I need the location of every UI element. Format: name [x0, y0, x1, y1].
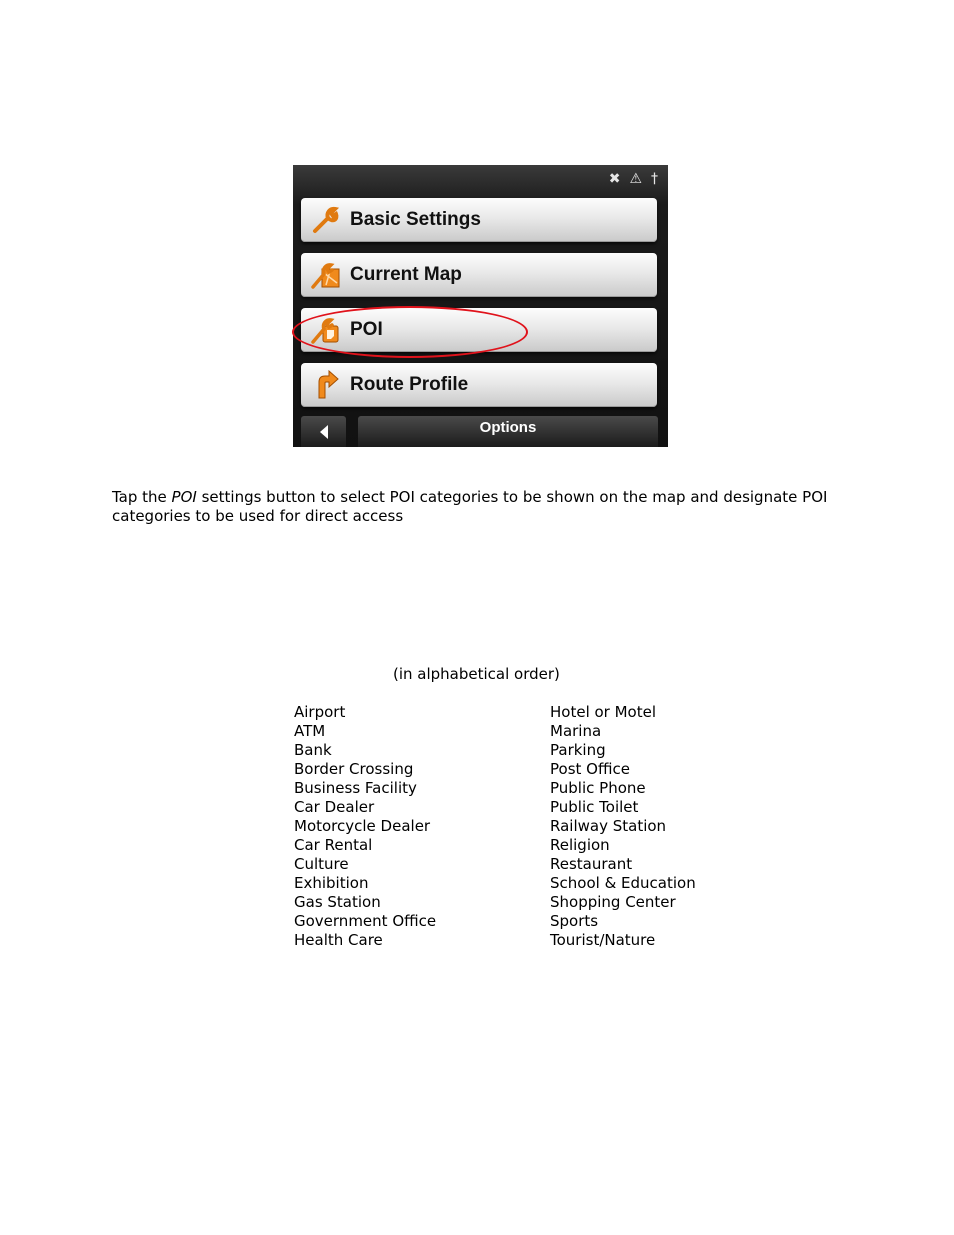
para-text: Tap the: [112, 488, 172, 506]
category-item: Bank: [294, 741, 332, 759]
basic-settings-button[interactable]: [301, 198, 657, 242]
menu-label: POI: [350, 319, 383, 340]
signal-icon: †: [651, 171, 658, 187]
category-item: Border Crossing: [294, 760, 414, 778]
back-button[interactable]: [301, 416, 346, 447]
poi-highlight-ellipse: [292, 306, 528, 358]
category-item: Marina: [550, 722, 602, 740]
category-item: Shopping Center: [550, 893, 676, 911]
menu-label: Current Map: [350, 264, 462, 285]
current-map-button[interactable]: [301, 253, 657, 297]
category-item: Car Dealer: [294, 798, 375, 816]
category-item: Religion: [550, 836, 610, 854]
category-item: Car Rental: [294, 836, 373, 854]
warning-icon: ⚠: [629, 171, 642, 187]
bottom-bar: [293, 413, 668, 447]
wrench-icon: [309, 204, 343, 236]
category-item: School & Education: [550, 874, 696, 892]
order-note: (in alphabetical order): [393, 665, 560, 683]
category-item: Post Office: [550, 760, 630, 778]
category-list-right: [550, 703, 696, 950]
satellite-icon: ✖: [608, 171, 621, 187]
category-item: Hotel or Motel: [550, 703, 657, 721]
route-profile-icon: [309, 369, 343, 401]
category-item: Government Office: [294, 912, 437, 930]
category-item: Sports: [550, 912, 599, 930]
menu-label: Route Profile: [350, 374, 469, 395]
category-item: Gas Station: [294, 893, 381, 911]
device-screenshot: [293, 165, 668, 447]
map-settings-icon: [309, 259, 343, 291]
category-list-left: [294, 703, 436, 950]
category-item: Culture: [294, 855, 349, 873]
category-item: Parking: [550, 741, 606, 759]
category-item: Airport: [294, 703, 346, 721]
category-item: Public Phone: [550, 779, 646, 797]
category-item: Health Care: [294, 931, 383, 949]
category-item: ATM: [294, 722, 326, 740]
menu-label: Basic Settings: [350, 209, 481, 230]
category-item: Business Facility: [294, 779, 417, 797]
category-item: Restaurant: [550, 855, 633, 873]
category-item: Railway Station: [550, 817, 667, 835]
route-profile-button[interactable]: [301, 363, 657, 407]
category-item: Tourist/Nature: [550, 931, 656, 949]
status-bar: [293, 165, 668, 195]
back-arrow-icon: [320, 425, 328, 439]
instruction-paragraph: [112, 488, 852, 526]
category-item: Exhibition: [294, 874, 369, 892]
category-item: Motorcycle Dealer: [294, 817, 431, 835]
category-item: Public Toilet: [550, 798, 639, 816]
para-text: settings button to select POI categories to be shown on the map and designate POI categories to be used for direct access: [112, 488, 828, 525]
options-title: Options: [358, 416, 658, 447]
para-emphasis: POI: [171, 488, 197, 506]
